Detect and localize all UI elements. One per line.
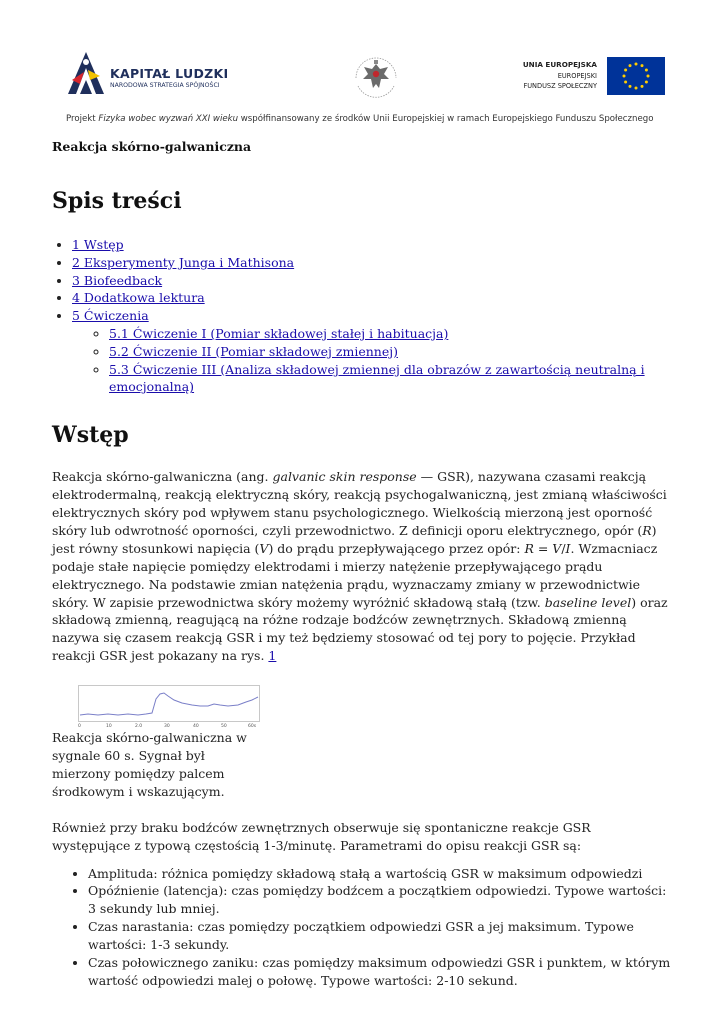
list-item: • Czas narastania: czas pomiędzy początkiem odpowiedzi GSR a jej maksimum. Typowe wartości: 1-3 sekundy. <box>88 918 672 954</box>
university-seal <box>350 52 402 100</box>
toc-link-lektura[interactable]: 4 Dodatkowa lektura <box>72 290 205 306</box>
list-item: • Opóźnienie (latencja): czas pomiędzy bodźcem a początkiem odpowiedzi. Typowe wartości: 3 sekundy lub mniej. <box>88 882 672 918</box>
intro-text: . Wzmacniacz podaje stałe napięcie pomiędzy elektrodami i mierzy natężenie przepływającego prądu elektrycznego. Na podstawie zmian natężenia prądu, wyznaczamy zmiany w przewodnictwie skóry. W zapisie przewodnictwa skóry możemy wyróżnić składową stałą (tzw. <box>52 540 658 610</box>
intro-symbol: I <box>565 540 571 556</box>
list-item: • Amplituda: różnica pomiędzy składową stałą a wartością GSR w maksimum odpowiedzi <box>88 865 672 883</box>
intro-term: baseline level <box>544 594 632 610</box>
kapital-ludzki-subtitle: NARODOWA STRATEGIA SPÓJNOŚCI <box>110 82 220 89</box>
project-funding-line <box>66 114 653 124</box>
intro-text: ) oraz składową zmienną, reagującą na różne rodzaje bodźców zewnętrznych. Składową zmienną nazywa się czasem reakcją GSR i my też będziemy stosować od tej pory to pojęcie. Przykład reakcji GSR jest pokazany na rys. <box>52 594 668 664</box>
toc-sublist <box>72 325 672 396</box>
toc-subitem <box>109 343 672 361</box>
intro-symbol: R <box>524 540 534 556</box>
tick-label: 50 <box>221 724 227 730</box>
toc-item <box>72 236 672 254</box>
spontaneous-paragraph: Również przy braku bodźców zewnętrznych obserwuje się spontaniczne reakcje GSR występujące z typową częstością 1-3/minutę. Parametrami do opisu reakcji GSR są: <box>52 819 591 853</box>
toc-link-wstep[interactable]: 1 Wstęp <box>72 237 124 252</box>
toc-heading: Spis treści <box>52 188 182 214</box>
toc-link-biofeedback[interactable]: 3 Biofeedback <box>72 272 163 288</box>
tick-label: 10 <box>106 724 112 730</box>
toc-subitem <box>109 325 672 343</box>
gsr-signal-plot <box>78 685 260 729</box>
list-item: • Czas połowicznego zaniku: czas pomiędzy maksimum odpowiedzi GSR i punktem, w którym wartość odpowiedzi malej o połowę. Typowe wartości: 2-10 sekund. <box>88 954 672 990</box>
toc-item <box>72 307 672 396</box>
intro-symbol: V <box>552 540 562 556</box>
project-suffix: współfinansowany ze środków Unii Europejskiej w ramach Europejskiego Funduszu Społecznego <box>238 114 654 124</box>
intro-paragraph <box>52 468 672 665</box>
eu-title: UNIA EUROPEJSKA <box>522 60 597 69</box>
intro-text: Reakcja skórno-galwaniczna (ang. <box>52 469 273 485</box>
tick-label: 0 <box>78 724 81 730</box>
intro-symbol: R <box>642 522 652 538</box>
toc-item <box>72 289 672 307</box>
project-prefix: Projekt <box>66 114 99 124</box>
eu-line3: FUNDUSZ SPOŁECZNY <box>523 82 597 90</box>
toc-link-cwiczenie-1[interactable]: 5.1 Ćwiczenie I (Pomiar składowej stałej i habituacja) <box>109 325 449 341</box>
kapital-ludzki-title: KAPITAŁ LUDZKI <box>110 66 229 81</box>
intro-symbol: V <box>259 540 269 556</box>
tick-label: 2.0 <box>135 724 143 730</box>
eu-flag-icon <box>607 57 665 95</box>
intro-text: — GSR), nazywana czasami reakcją elektrodermalną, reakcją elektryczną skóry, reakcją psychogalwaniczną, jest zmianą właściwości elektrycznych skóry pod wpływem stanu psychologicznego. Wielkością mierzoną jest oporność skóry lub odwrotność oporności, czyli przewodnictwo. Z definicji oporu elektrycznego, opór ( <box>52 469 667 538</box>
kapital-ludzki-emblem-icon <box>66 50 106 96</box>
gsr-figure <box>52 685 262 801</box>
toc-link-eksperymenty[interactable]: 2 Eksperymenty Junga i Mathisona <box>72 254 295 270</box>
intro-term: galvanic skin response <box>272 469 417 485</box>
figure-caption: Reakcja skórno-galwaniczna w sygnale 60 s. Sygnał był mierzony pomiędzy palcem środkowym i wskazującym. <box>52 730 247 799</box>
gsr-parameters-list <box>52 865 672 990</box>
toc-link-cwiczenia[interactable]: 5 Ćwiczenia <box>72 308 149 324</box>
tick-label: 40 <box>193 724 199 730</box>
intro-text: ) jest równy stosunkowi napięcia ( <box>52 522 657 556</box>
intro-text: / <box>561 540 566 556</box>
section-heading-wstep: Wstęp <box>52 422 129 449</box>
plot-frame <box>79 686 260 722</box>
toc-link-cwiczenie-2[interactable]: 5.2 Ćwiczenie II (Pomiar składowej zmiennej) <box>109 343 398 359</box>
toc-item <box>72 272 672 290</box>
table-of-contents <box>52 236 672 396</box>
eu-line2: EUROPEJSKI <box>557 72 597 80</box>
article-content <box>52 137 672 990</box>
eu-logo <box>505 57 665 97</box>
kapital-ludzki-logo <box>66 50 236 98</box>
figure-reference-link[interactable]: 1 <box>268 648 277 664</box>
intro-text: = <box>533 540 553 556</box>
tick-label: 60s <box>248 724 257 730</box>
university-eagle-icon <box>350 52 402 100</box>
project-title: Fizyka wobec wyzwań XXI wieku <box>98 114 239 124</box>
document-label: Reakcja skórno-galwaniczna <box>52 139 252 154</box>
tick-label: 30 <box>164 724 170 730</box>
toc-link-cwiczenie-3[interactable]: 5.3 Ćwiczenie III (Analiza składowej zmiennej dla obrazów z zawartością neutralną i emocjonalną) <box>109 361 645 395</box>
toc-item <box>72 254 672 272</box>
toc-subitem <box>109 361 672 397</box>
intro-text: ) do prądu przepływającego przez opór: <box>268 540 525 556</box>
